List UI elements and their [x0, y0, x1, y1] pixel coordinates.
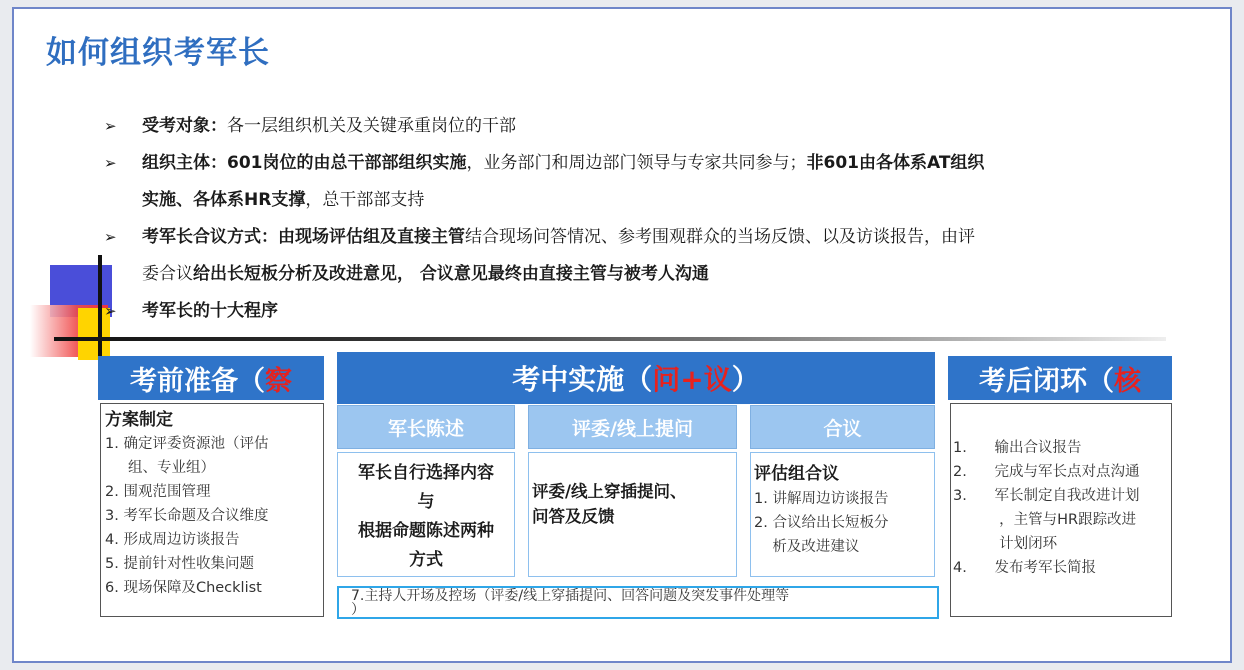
before-exam-box	[100, 403, 324, 617]
header-after-exam	[948, 356, 1172, 400]
bullet-text: 各一层组织机关及关键承重岗位的干部	[227, 116, 516, 136]
bullet-bold-text: 给出长短板分析及改进意见， 合议意见最终由直接主管与被考人沟通	[193, 264, 709, 284]
bullet-label: 考军长合议方式：由现场评估组及直接主管	[142, 227, 465, 247]
bullet-method	[104, 219, 1184, 256]
header-during-exam	[337, 352, 935, 404]
deliberation-list	[754, 487, 934, 559]
bullet-bold-text: 实施、各体系HR支撑	[142, 190, 306, 210]
decorative-vertical-line	[98, 255, 102, 363]
after-exam-list	[953, 436, 1169, 580]
bullet-bold-text: 非601由各体系AT组织	[806, 153, 985, 173]
bullet-text: ，总干部部支持	[305, 190, 425, 210]
arrow-bullet-icon: ➢	[104, 117, 117, 135]
header-label: 考中实施（	[512, 363, 653, 396]
list-item: 析及改进建议	[754, 539, 860, 555]
list-item: 2. 合议给出长短板分	[754, 515, 889, 531]
bullet-label: 组织主体：601岗位的由总干部部组织实施	[142, 153, 467, 173]
before-exam-list	[105, 432, 319, 600]
question-line: 评委/线上穿插提问、	[532, 482, 687, 501]
deliberation-box	[750, 452, 935, 577]
header-close: ）	[731, 363, 760, 396]
slide-title: 如何组织考军长	[46, 35, 270, 71]
list-item: 4. 形成周边访谈报告	[105, 532, 240, 548]
list-item: 2. 围观范围管理	[105, 484, 211, 500]
subheader-statement: 军长陈述	[337, 405, 515, 449]
bullet-text: 委合议	[142, 264, 193, 284]
box-heading: 方案制定	[105, 410, 173, 430]
list-item: 4. 发布考军长简报	[953, 560, 1096, 576]
list-item: 1. 确定评委资源池（评估	[105, 436, 269, 452]
subheader-questions: 评委/线上提问	[528, 405, 737, 449]
list-item: 2. 完成与军长点对点沟通	[953, 464, 1140, 480]
arrow-bullet-icon: ➢	[104, 154, 117, 172]
arrow-bullet-icon: ➢	[104, 228, 117, 246]
list-item: 5. 提前针对性收集问题	[105, 556, 254, 572]
statement-line: 根据命题陈述两种	[358, 521, 494, 541]
header-label: 考后闭环（	[979, 365, 1114, 397]
question-line: 问答及反馈	[532, 507, 615, 526]
list-item: 3. 考军长命题及合议维度	[105, 508, 269, 524]
list-item: ，主管与HR跟踪改进	[953, 512, 1137, 528]
list-item: 计划闭环	[953, 536, 1058, 552]
list-item: 6. 现场保障及Checklist	[105, 580, 262, 596]
list-item: 3. 军长制定自我改进计划	[953, 488, 1140, 504]
bullet-procedures	[104, 293, 1184, 330]
list-item: 1. 输出合议报告	[953, 440, 1082, 456]
bullet-target	[104, 108, 1184, 145]
statement-box	[337, 452, 515, 577]
bullet-organizer-cont	[104, 182, 1184, 219]
header-accent: 问+议	[652, 363, 732, 396]
arrow-bullet-icon: ➢	[104, 302, 117, 320]
header-label: 考前准备（	[130, 365, 265, 397]
bullet-text: ，业务部门和周边部门领导与专家共同参与；	[466, 153, 807, 173]
bullet-method-cont	[104, 256, 1184, 293]
header-before-exam	[98, 356, 324, 400]
after-exam-box	[950, 403, 1172, 617]
bullet-organizer	[104, 145, 1184, 182]
decorative-horizontal-line	[54, 337, 1166, 341]
bullet-label: 考军长的十大程序	[142, 301, 278, 321]
question-box	[528, 452, 737, 577]
header-accent: 察	[265, 365, 292, 397]
bullet-label: 受考对象：	[142, 116, 227, 136]
host-box	[337, 586, 939, 619]
statement-line: 方式	[409, 550, 443, 570]
bullet-list	[104, 108, 1184, 330]
header-accent: 核	[1114, 365, 1141, 397]
statement-line: 军长自行选择内容	[358, 463, 494, 483]
box-heading: 评估组合议	[754, 464, 839, 484]
list-item: 1. 讲解周边访谈报告	[754, 491, 889, 507]
statement-line: 与	[417, 492, 435, 512]
subheader-deliberation: 合议	[750, 405, 935, 449]
list-item: 组、专业组）	[105, 460, 216, 476]
bullet-text: 结合现场问答情况、参考围观群众的当场反馈、以及访谈报告，由评	[465, 227, 975, 247]
host-line: 7.主持人开场及控场（评委/线上穿插提问、回答问题及突发事件处理等	[351, 588, 790, 604]
host-line: ）	[351, 602, 365, 618]
